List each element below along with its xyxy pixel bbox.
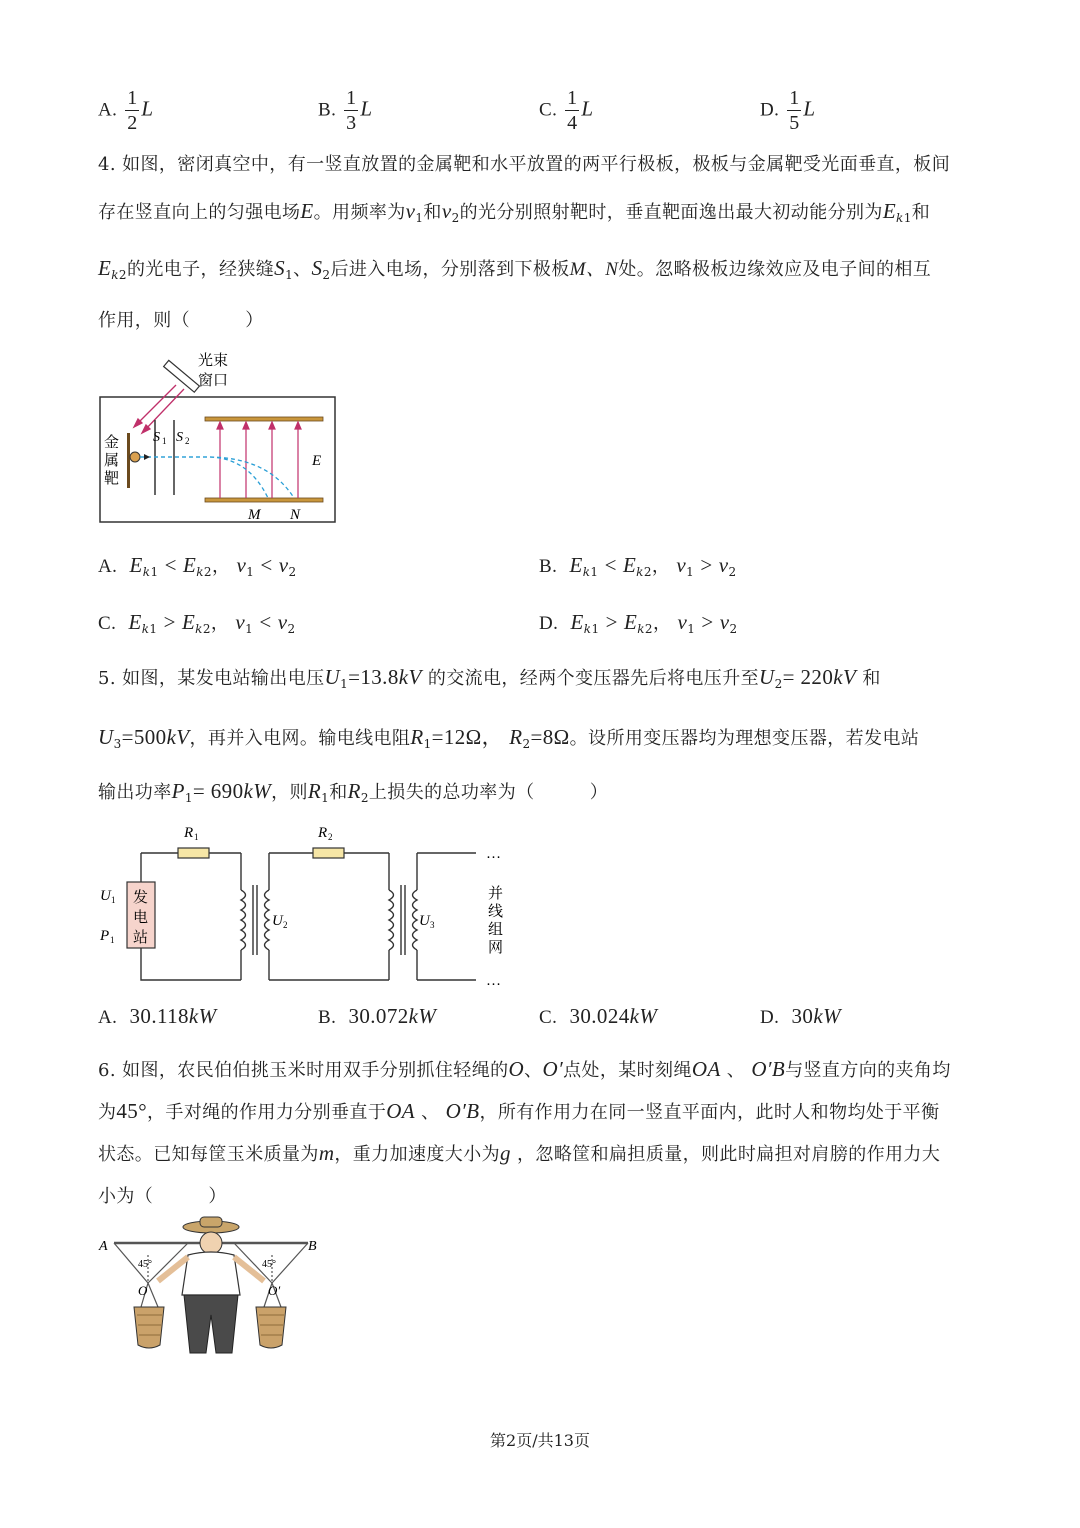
svg-text:3: 3 bbox=[430, 920, 435, 930]
point-b-label: B bbox=[308, 1239, 317, 1254]
u1-label: U bbox=[100, 888, 111, 904]
svg-text:1: 1 bbox=[194, 832, 199, 842]
metal-target bbox=[127, 433, 130, 488]
coil-2a bbox=[389, 890, 394, 950]
q3-option-a: A. $\frac{1}{2}$ L bbox=[98, 87, 154, 134]
target-char-2: 属 bbox=[104, 453, 120, 469]
svg-text:站: 站 bbox=[133, 930, 149, 946]
dots-bottom: … bbox=[486, 973, 501, 989]
svg-text:网: 网 bbox=[488, 940, 504, 956]
q5-line-3: 输出功率$P_1= 690kW$，则$R_1$和$R_2$上损失的总功率为（ ） bbox=[98, 779, 609, 805]
svg-text:2: 2 bbox=[328, 832, 333, 842]
upper-plate bbox=[205, 417, 323, 421]
q6-line-4: 小为（ ） bbox=[98, 1186, 227, 1207]
q4-option-c: C. $E_{k1} > E_{k2}$， $\nu_1 < \nu_2$ bbox=[98, 610, 296, 636]
svg-text:组: 组 bbox=[488, 922, 504, 938]
window-label-2: 窗口 bbox=[198, 373, 229, 389]
s2-label: S bbox=[176, 430, 183, 445]
emitter-dot bbox=[130, 452, 140, 462]
coil-1a bbox=[241, 890, 246, 950]
field-label: E bbox=[312, 453, 322, 469]
loop1-left bbox=[141, 853, 241, 980]
s1-label: S bbox=[153, 430, 160, 445]
svg-text:电: 电 bbox=[133, 910, 149, 926]
head bbox=[200, 1232, 222, 1254]
target-char-1: 金 bbox=[104, 435, 120, 451]
trajectory-m bbox=[140, 457, 268, 498]
svg-text:2: 2 bbox=[185, 436, 190, 446]
lower-plate bbox=[205, 498, 323, 502]
trajectory-n bbox=[140, 457, 294, 498]
resistor-r1 bbox=[178, 848, 209, 858]
q4-line-3: $E_{k2}$的光电子，经狭缝$S_1$、$S_2$后进入电场，分别落到下极板M、N处。忽略极板边缘效应及电子间的相互 bbox=[98, 256, 932, 282]
u2-label: U bbox=[272, 913, 283, 929]
q5-option-c: C. 30.024kW bbox=[539, 1004, 658, 1028]
q5-option-d: D. 30kW bbox=[760, 1004, 841, 1028]
q6-line-1: 6. 如图，农民伯伯挑玉米时用双手分别抓住轻绳的O、O′点处，某时刻绳OA 、 O′B与竖直方向的夹角均 bbox=[98, 1057, 951, 1081]
q4-line-4: 作用，则（ ） bbox=[98, 310, 264, 331]
p1-label: P bbox=[100, 928, 110, 944]
q3-option-c: C. $\frac{1}{4}$ L bbox=[539, 87, 594, 134]
q5-line-2: $U_3=500kV$，再并入电网。输电线电阻$R_1=12\Omega$， $R_2=8\Omega$。设所用变压器均为理想变压器，若发电站 bbox=[98, 725, 920, 751]
q5-line-1: 5. 如图，某发电站输出电压$U_1=13.8kV$ 的交流电，经两个变压器先后将电压升至$U_2= 220kV$ 和 bbox=[98, 665, 881, 691]
coil-2b bbox=[413, 890, 418, 950]
q4-photoelectric-figure bbox=[98, 345, 338, 525]
q3-option-b: B. $\frac{1}{3}$ L bbox=[318, 87, 373, 134]
q3-option-d: D. $\frac{1}{5}$ L bbox=[760, 87, 816, 134]
right-basket bbox=[256, 1307, 286, 1348]
dots-top: … bbox=[486, 846, 501, 862]
angle-right-label: 45° bbox=[262, 1259, 276, 1270]
resistor-r2 bbox=[313, 848, 344, 858]
q6-farmer-figure bbox=[96, 1215, 326, 1360]
trousers bbox=[184, 1295, 238, 1353]
u3-label: U bbox=[419, 913, 430, 929]
n-label: N bbox=[290, 507, 301, 523]
q4-option-d: D. $E_{k1} > E_{k2}$， $\nu_1 > \nu_2$ bbox=[539, 610, 738, 636]
svg-text:线: 线 bbox=[488, 904, 504, 920]
light-beam bbox=[134, 385, 184, 433]
q6-line-2: 为45°，手对绳的作用力分别垂直于OA 、 O′B，所有作用力在同一竖直平面内，此时人和物均处于平衡 bbox=[98, 1099, 940, 1123]
point-a-label: A bbox=[99, 1239, 108, 1254]
q4-option-b: B. $E_{k1} < E_{k2}$， $\nu_1 > \nu_2$ bbox=[539, 553, 737, 579]
target-char-3: 靶 bbox=[104, 471, 120, 487]
svg-text:1: 1 bbox=[110, 935, 115, 945]
q5-option-a: A. 30.118kW bbox=[98, 1004, 217, 1028]
point-op-label: O′ bbox=[268, 1283, 281, 1298]
window-label-1: 光束 bbox=[198, 353, 229, 369]
point-o-label: O bbox=[138, 1283, 148, 1298]
q4-option-a: A. $E_{k1} < E_{k2}$， $\nu_1 < \nu_2$ bbox=[98, 553, 297, 579]
svg-text:1: 1 bbox=[111, 895, 116, 905]
page-footer: 第2页/共13页 bbox=[490, 1431, 590, 1450]
q4-line-1: 4. 如图，密闭真空中，有一竖直放置的金属靶和水平放置的两平行极板，极板与金属靶受光面垂直，板间 bbox=[98, 154, 951, 175]
angle-left-label: 45° bbox=[138, 1259, 152, 1270]
left-basket bbox=[134, 1307, 164, 1348]
svg-text:发: 发 bbox=[133, 890, 149, 906]
q6-line-3: 状态。已知每筐玉米质量为m，重力加速度大小为g ，忽略筐和扁担质量，则此时扁担对肩膀的作用力大 bbox=[98, 1141, 941, 1165]
r2-label: R bbox=[318, 825, 328, 841]
field-lines bbox=[217, 422, 301, 498]
svg-text:并: 并 bbox=[488, 886, 504, 902]
light-window bbox=[164, 360, 200, 392]
electron-arrow bbox=[144, 454, 150, 460]
svg-text:2: 2 bbox=[283, 920, 288, 930]
svg-text:1: 1 bbox=[162, 436, 167, 446]
m-label: M bbox=[248, 507, 261, 523]
q5-option-b: B. 30.072kW bbox=[318, 1004, 437, 1028]
r1-label: R bbox=[184, 825, 194, 841]
coil-1b bbox=[265, 890, 270, 950]
shirt bbox=[182, 1252, 240, 1295]
q4-line-2: 存在竖直向上的匀强电场E。用频率为$\nu_1$和$\nu_2$的光分别照射靶时，垂直靶面逸出最大初动能分别为$E_{k1}$和 bbox=[98, 199, 931, 225]
q5-circuit-figure bbox=[96, 820, 516, 995]
